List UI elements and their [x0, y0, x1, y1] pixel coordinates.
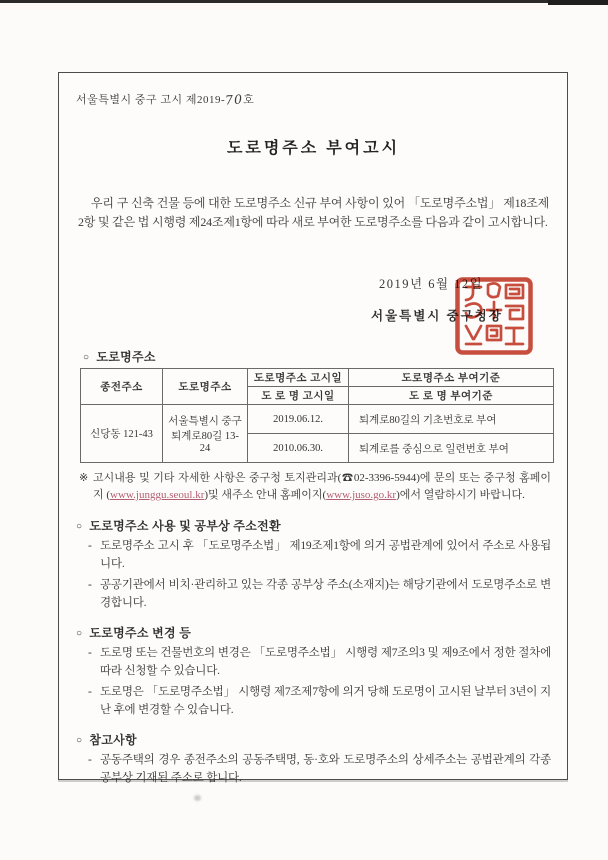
- junggu-homepage-link[interactable]: www.junggu.seoul.kr: [110, 489, 205, 501]
- cell-address-notice-date: 2019.06.12.: [248, 405, 349, 434]
- notice-number-suffix: 호: [243, 94, 255, 106]
- document-title: 도로명주소 부여고시: [226, 140, 401, 157]
- signer-title: 서울특별시 중구청장: [371, 309, 503, 323]
- section-heading-label: 참고사항: [89, 733, 137, 747]
- scan-edge-artifact: [0, 0, 608, 3]
- reference-mark-icon: ※: [79, 472, 90, 484]
- list-item: [88, 537, 551, 573]
- list-item-text: 도로명은 「도로명주소법」 시행령 제7조제7항에 의거 당해 도로명이 고시된 날부터 3년이 지난 후에 변경할 수 있습니다.: [100, 686, 551, 716]
- list-item-text: 공공기관에서 비치·관리하고 있는 각종 공부상 주소(소재지)는 해당기관에서 도로명주소로 변경합니다.: [100, 579, 551, 609]
- cell-road-address: [163, 405, 248, 463]
- col-header-previous-address: 종전주소: [81, 369, 163, 405]
- col-header-address-basis: 도로명주소 부여기준: [349, 369, 554, 387]
- cell-road-address-line1: 서울특별시 중구: [168, 416, 242, 427]
- circle-bullet-icon: ○: [76, 521, 83, 532]
- list-item-text: 도로명 또는 건물번호의 변경은 「도로명주소법」 시행령 제7조의3 및 제9조에서 정한 절차에 따라 신청할 수 있습니다.: [100, 647, 551, 677]
- inquiry-note-text-1: 고시내용 및 기타 자세한 사항은 중구청 토지관리과(☎02-3396-5944)에 문의 또는 중구청 홈페이지 (: [93, 472, 552, 501]
- address-section-heading-label: 도로명주소: [96, 350, 156, 364]
- scan-edge-artifact-corner: [548, 0, 608, 5]
- juso-homepage-link[interactable]: www.juso.go.kr: [326, 489, 397, 501]
- section-heading-label: 도로명주소 변경 등: [89, 626, 192, 640]
- col-header-road-address: 도로명주소: [163, 369, 248, 405]
- section-heading: [76, 624, 551, 641]
- dash-bullet-icon: -: [88, 686, 92, 698]
- section-heading: [76, 731, 551, 748]
- cell-address-basis: 퇴계로80길의 기초번호로 부여: [349, 405, 554, 434]
- road-address-table: [80, 368, 554, 463]
- notice-date: 2019년 6월 12일: [379, 277, 484, 291]
- body-paragraph: 우리 구 신축 건물 등에 대한 도로명주소 신규 부여 사항이 있어 「도로명주소법」 제18조제2항 및 같은 법 시행령 제24조제1항에 따라 새로 부여한 도로명주소를 다음과 같이 고시합니다.: [78, 196, 549, 229]
- list-item-text: 도로명주소 고시 후 「도로명주소법」 제19조제1항에 의거 공법관계에 있어서 주소로 사용됩니다.: [100, 540, 551, 570]
- col-header-roadname-basis: 도 로 명 부여기준: [349, 387, 554, 405]
- inquiry-note: [79, 470, 551, 504]
- document-frame: [58, 72, 568, 784]
- handwritten-notice-number: 70: [224, 91, 244, 108]
- dash-bullet-icon: -: [88, 754, 92, 766]
- dash-bullet-icon: -: [88, 540, 92, 552]
- notice-number-prefix: 서울특별시 중구 고시 제2019-: [76, 94, 226, 106]
- list-item-text: 공동주택의 경우 종전주소의 공동주택명, 동·호와 도로명주소의 상세주소는 공법관계의 각종 공부상 기재된 주소로 합니다.: [100, 754, 551, 784]
- list-item: [88, 751, 551, 787]
- dash-bullet-icon: -: [88, 647, 92, 659]
- section-heading: [76, 517, 551, 534]
- cell-roadname-notice-date: 2010.06.30.: [248, 434, 349, 463]
- dash-bullet-icon: -: [88, 579, 92, 591]
- cell-previous-address: 신당동 121-43: [81, 405, 163, 463]
- cell-roadname-basis: 퇴계로를 중심으로 일련번호 부여: [349, 434, 554, 463]
- table-row: [81, 405, 554, 434]
- section-address-change: [76, 624, 551, 719]
- col-header-roadname-notice-date: 도 로 명 고시일: [248, 387, 349, 405]
- inquiry-note-text-2: )및 새주소 안내 홈페이지(: [204, 489, 327, 501]
- inquiry-note-text-3: )에서 열람하시기 바랍니다.: [396, 489, 525, 501]
- notice-number: [76, 91, 551, 107]
- circle-bullet-icon: ○: [76, 628, 83, 639]
- section-reference-notes: [76, 731, 551, 787]
- list-item: [88, 644, 551, 680]
- circle-bullet-icon: ○: [83, 352, 90, 363]
- list-item: [88, 576, 551, 612]
- official-seal-stamp-icon: [454, 276, 534, 356]
- circle-bullet-icon: ○: [76, 735, 83, 746]
- section-address-usage: [76, 517, 551, 612]
- scan-speck-artifact: [194, 795, 201, 801]
- col-header-address-notice-date: 도로명주소 고시일: [248, 369, 349, 387]
- list-item: [88, 683, 551, 719]
- cell-road-address-line2: 퇴계로80길 13-24: [171, 431, 239, 454]
- section-heading-label: 도로명주소 사용 및 공부상 주소전환: [89, 519, 281, 533]
